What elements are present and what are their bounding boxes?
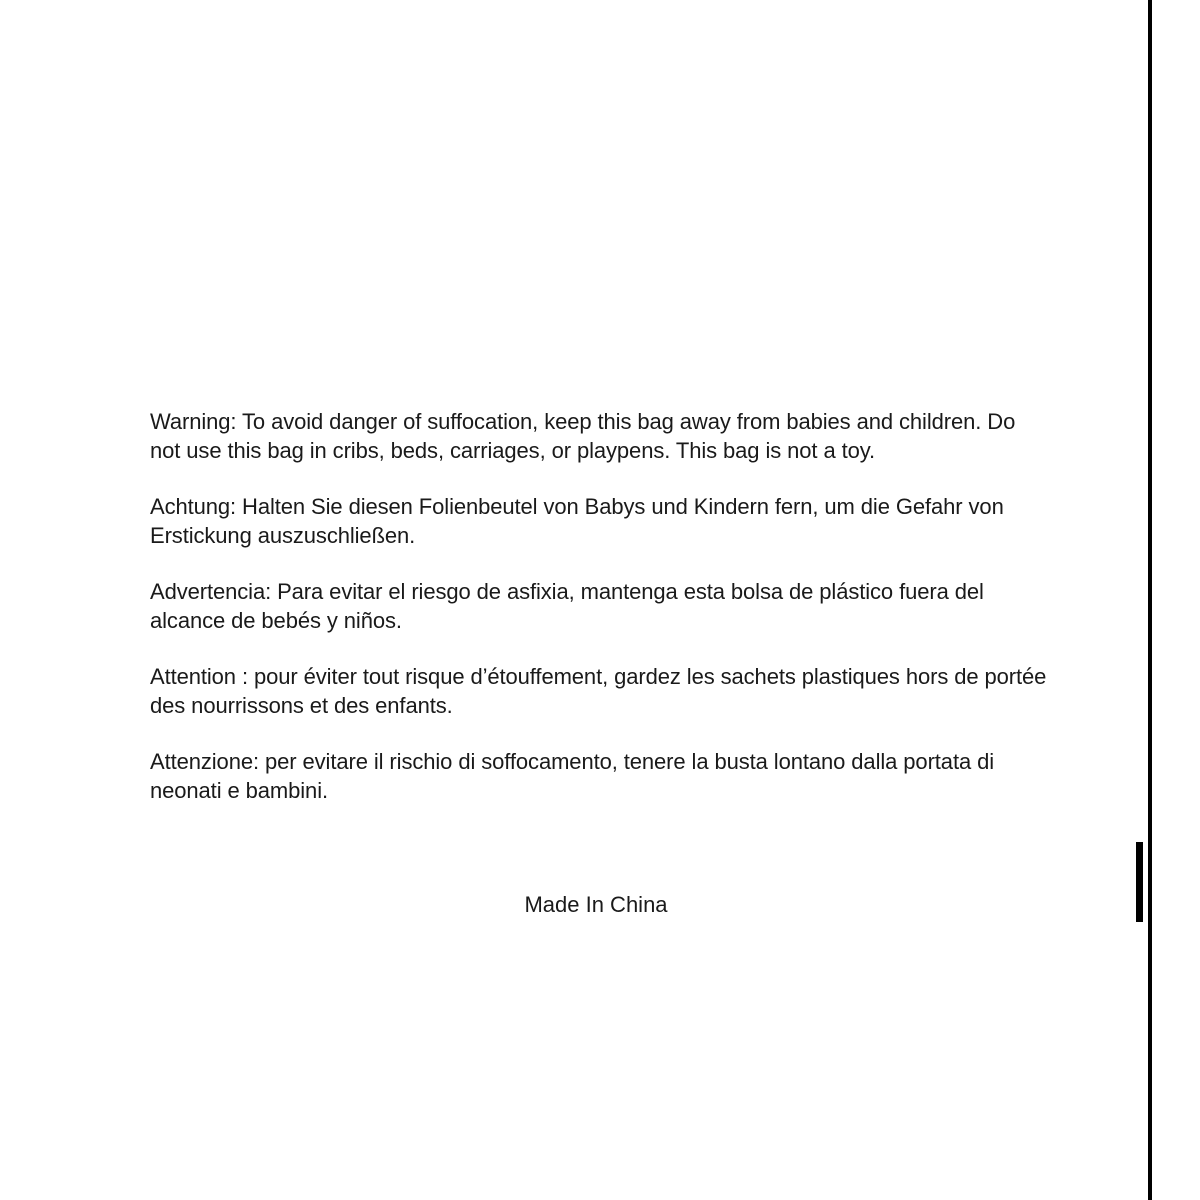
made-in-label: Made In China [524,892,668,917]
warning-text-block [150,408,1050,833]
warning-italian: Attenzione: per evitare il rischio di soffocamento, tenere la busta lontano dalla portata di neonati e bambini. [150,749,995,803]
warning-spanish: Advertencia: Para evitar el riesgo de asfixia, mantenga esta bolsa de plástico fuera del alcance de bebés y niños. [150,579,984,633]
warning-german: Achtung: Halten Sie diesen Folienbeutel von Babys und Kindern fern, um die Gefahr von Erstickung auszuschließen. [150,494,1004,548]
warning-english: Warning: To avoid danger of suffocation, keep this bag away from babies and children. Do not use this bag in cribs, beds, carriages, or playpens. This bag is not a toy. [150,409,1016,463]
warning-french: Attention : pour éviter tout risque d’étouffement, gardez les sachets plastiques hors de portée des nourrissons et des enfants. [150,664,1047,718]
page-edge-line [1148,0,1152,1200]
